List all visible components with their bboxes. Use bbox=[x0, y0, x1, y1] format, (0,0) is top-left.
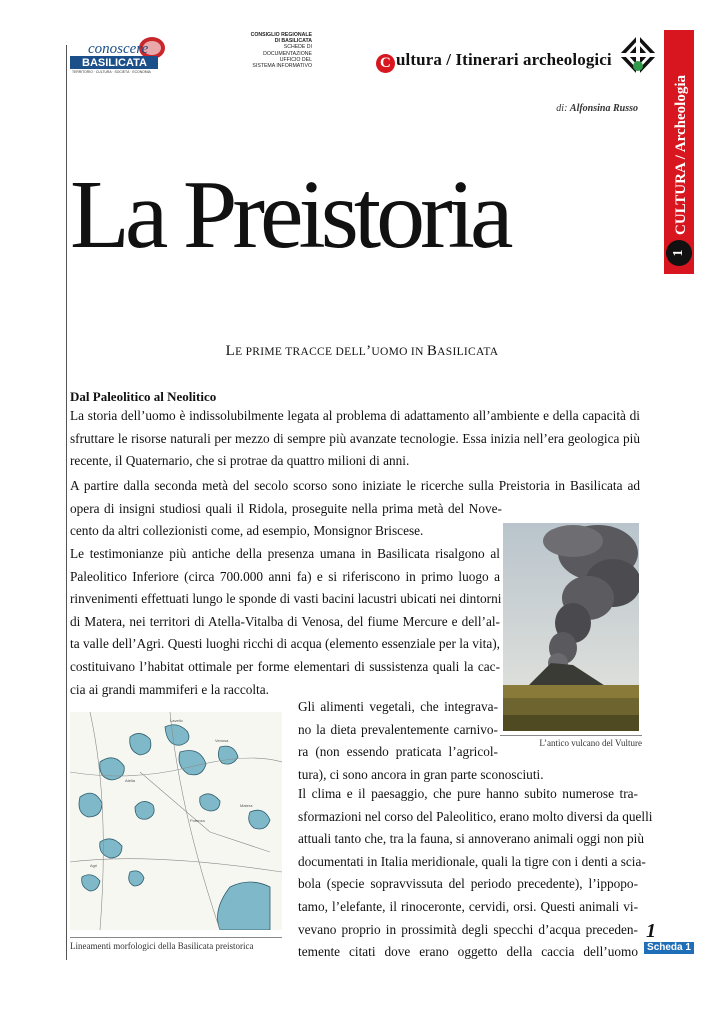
text-line: rinvenimenti effettuati lungo le sponde di vasti bacini lacustri ubicati nei dintorni bbox=[70, 591, 502, 607]
section-heading: Dal Paleolitico al Neolitico bbox=[70, 389, 217, 404]
text-line: opera di insigni studiosi quali il Ridola, proseguite nella prima metà del Nove- bbox=[70, 500, 502, 516]
page-title: La Preistoria bbox=[70, 161, 509, 269]
logo-text-main: BASILICATA bbox=[82, 57, 147, 69]
author-line bbox=[556, 103, 638, 114]
text-line: costituivano l’habitat ottimale per forme elementari di sussistenza quali la cac- bbox=[70, 658, 500, 674]
volcano-caption: L’antico vulcano del Vulture bbox=[539, 738, 642, 748]
prehistoric-map bbox=[70, 712, 282, 930]
text-line: Le testimonianze più antiche della presenza umana in Basilicata risalgono al bbox=[70, 546, 500, 561]
text-line: ta valle dell’Agri. Questi luoghi ricchi di acqua (elemento essenziale per la vita), bbox=[70, 636, 500, 652]
council-line: SISTEMA INFORMATIVO bbox=[252, 63, 312, 70]
subtitle-part: ASILICATA bbox=[437, 346, 499, 358]
council-line: CONSIGLIO REGIONALE bbox=[250, 32, 312, 38]
text-line: bola (specie sopravvissuta del periodo precedente), l’ippopo- bbox=[298, 876, 638, 892]
subtitle-cap: L bbox=[225, 343, 236, 359]
text-line: A partire dalla seconda metà del secolo scorso sono iniziate le ricerche sulla Preistoria in Basilicata ad bbox=[70, 478, 640, 493]
caption-rule bbox=[70, 937, 282, 938]
text-line: cia ai grandi mammiferi e la raccolta. bbox=[70, 681, 269, 697]
series-initial: C bbox=[376, 54, 395, 73]
caption-rule bbox=[500, 735, 642, 736]
paragraph-5 bbox=[298, 783, 653, 964]
subtitle-apostrophe: ’ bbox=[366, 343, 372, 359]
map-caption: Lineamenti morfologici della Basilicata preistorica bbox=[70, 941, 254, 951]
text-line: ra (non essendo praticata l’agricol- bbox=[298, 744, 498, 760]
text-line: cento da altri collezionisti come, ad esempio, Monsignor Briscese. bbox=[70, 523, 424, 539]
volcano-illustration bbox=[503, 523, 639, 731]
band-number-badge: 1 bbox=[666, 240, 692, 266]
svg-text:Venosa: Venosa bbox=[215, 738, 229, 743]
council-line: SCHEDE DI bbox=[283, 44, 312, 51]
council-credits bbox=[230, 32, 312, 69]
text-line: tura), ci sono ancora in gran parte sconosciuti. bbox=[298, 766, 544, 782]
text-line: Paleolitico Inferiore (circa 700.000 anni fa) e si riferiscono in primo luogo a bbox=[70, 568, 500, 584]
council-line: UFFICIO DEL bbox=[279, 56, 312, 63]
text-line: vevano proprio in prossimità degli specchi d’acqua preceden- bbox=[298, 921, 638, 937]
subtitle-cap: B bbox=[426, 343, 438, 359]
left-margin-rule bbox=[66, 45, 67, 960]
text-line: sfruttare le risorse naturali per mezzo di sempre più avanzate tecnologie. Essa inizia nell’era geologica più bbox=[70, 430, 640, 446]
paragraph-1 bbox=[70, 405, 640, 473]
text-line: di Matera, nei territori di Atella-Vitalba di Venosa, del fiume Mercure e dell’al- bbox=[70, 613, 500, 629]
text-line: no la dieta prevalentemente carnivo- bbox=[298, 721, 498, 737]
text-line: recente, il Quaternario, che si protrae da quattro milioni di anni. bbox=[70, 453, 410, 469]
conoscere-basilicata-logo bbox=[70, 34, 168, 74]
section-band bbox=[664, 30, 694, 274]
text-line: sformazioni nel corso del Paleolitico, erano molto diversi da quelli bbox=[298, 808, 653, 824]
page-number: 1 bbox=[646, 920, 656, 942]
series-title bbox=[376, 50, 612, 73]
subtitle-part: UOMO IN bbox=[371, 346, 427, 358]
author-prefix: di: bbox=[556, 103, 568, 114]
council-line: DOCUMENTAZIONE bbox=[263, 50, 312, 57]
svg-text:Matera: Matera bbox=[240, 803, 253, 808]
svg-text:Potenza: Potenza bbox=[190, 818, 205, 823]
logo-tagline: TERRITORIO · CULTURA · SOCIETÀ · ECONOMIA bbox=[72, 70, 151, 74]
scheda-badge: Scheda 1 bbox=[644, 942, 694, 954]
diamond-emblem-icon bbox=[618, 34, 658, 76]
text-line: Il clima e il paesaggio, che pure hanno subito numerose tra- bbox=[298, 786, 638, 801]
band-label: CULTURA / Archeologia bbox=[673, 74, 689, 235]
text-line: attuali tanto che, tra la fauna, si annoverano animali oggi non più bbox=[298, 831, 644, 847]
svg-text:Agri: Agri bbox=[90, 863, 98, 868]
author-name: Alfonsina Russo bbox=[569, 103, 638, 114]
logo-text-top: conoscere bbox=[88, 41, 149, 57]
svg-text:Atella: Atella bbox=[125, 778, 136, 783]
council-line: DI BASILICATA bbox=[274, 38, 312, 45]
text-line: documentati in Italia meridionale, quali la tigre con i denti a scia- bbox=[298, 853, 646, 869]
text-line: temente citati dove erano oggetto della caccia dell’uomo bbox=[298, 944, 638, 960]
text-line: La storia dell’uomo è indissolubilmente legata al problema di adattamento all’ambiente e della capacità di bbox=[70, 408, 640, 423]
paragraph-3 bbox=[70, 543, 500, 701]
subtitle-part: E PRIME TRACCE DELL bbox=[235, 346, 367, 358]
svg-text:Lavello: Lavello bbox=[170, 718, 183, 723]
text-line: Gli alimenti vegetali, che integrava- bbox=[298, 699, 498, 714]
paragraph-4 bbox=[298, 696, 544, 786]
subtitle bbox=[0, 343, 724, 360]
text-line: tamo, l’elefante, il rinoceronte, cervidi, orsi. Questi animali vi- bbox=[298, 898, 638, 914]
series-title-rest: ultura / Itinerari archeologici bbox=[396, 50, 612, 69]
